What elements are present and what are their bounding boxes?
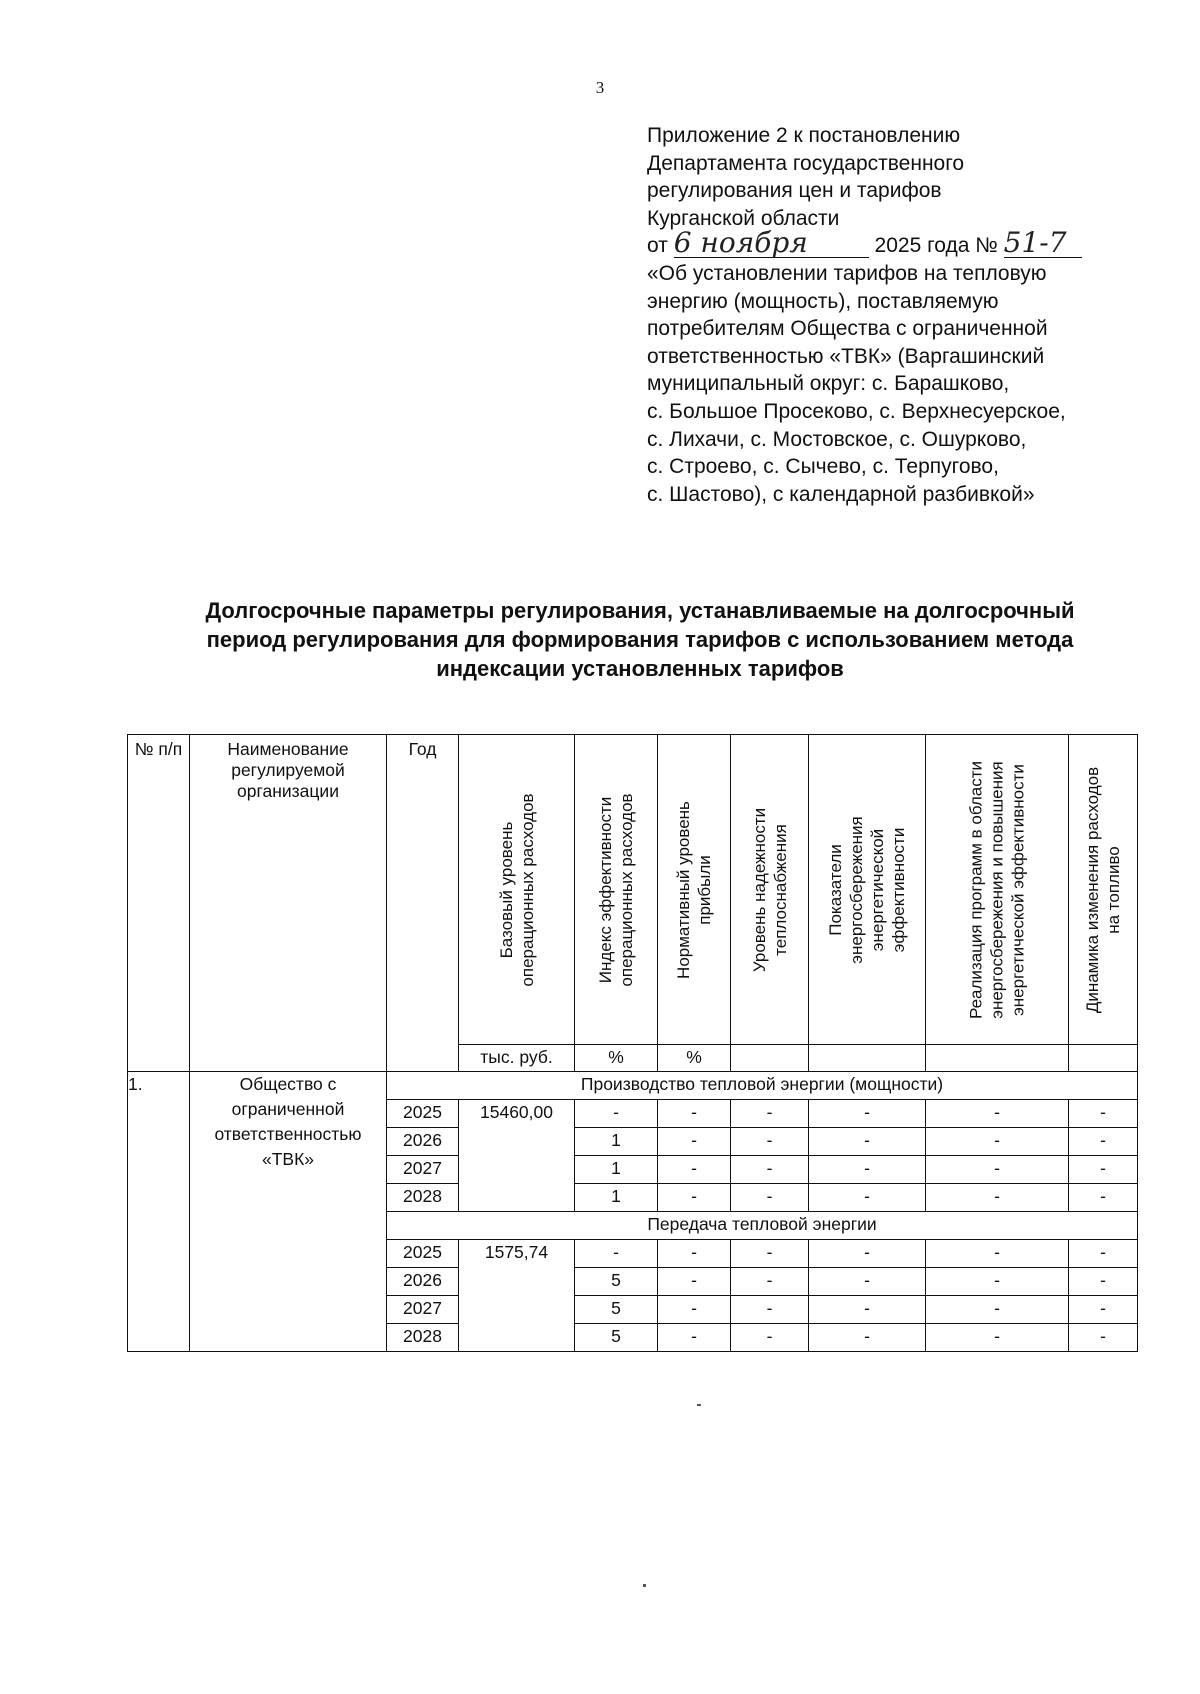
index-cell: 1 — [575, 1128, 658, 1156]
appendix-line: Приложение 2 к постановлению — [647, 124, 961, 147]
reliability-cell: - — [731, 1184, 809, 1212]
fuel-cell: - — [1069, 1100, 1138, 1128]
programs-cell: - — [926, 1240, 1069, 1268]
reliability-cell: - — [731, 1296, 809, 1324]
index-cell: 5 — [575, 1268, 658, 1296]
index-cell: 1 — [575, 1156, 658, 1184]
profit-cell: - — [658, 1268, 731, 1296]
date-year-text: 2025 года № — [874, 234, 998, 258]
programs-cell: - — [926, 1324, 1069, 1352]
reliability-cell: - — [731, 1128, 809, 1156]
year-cell: 2028 — [387, 1324, 459, 1352]
base-level-cell: 1575,74 — [459, 1240, 575, 1352]
title-line: Долгосрочные параметры регулирования, устанавливаемые на долгосрочный — [205, 598, 1075, 623]
profit-cell: - — [658, 1296, 731, 1324]
section-title: Передача тепловой энергии — [387, 1212, 1138, 1240]
unit-empty — [731, 1045, 809, 1072]
header-fuel: Динамика изменения расходов на топливо — [1069, 735, 1138, 1045]
year-cell: 2028 — [387, 1184, 459, 1212]
section-title: Производство тепловой энергии (мощности) — [387, 1072, 1138, 1100]
index-cell: 5 — [575, 1296, 658, 1324]
unit-empty — [1069, 1045, 1138, 1072]
unit-index: % — [575, 1045, 658, 1072]
header-profit: Нормативный уровень прибыли — [658, 735, 731, 1045]
appendix-subject-line: «Об установлении тарифов на тепловую — [647, 261, 1047, 285]
index-cell: - — [575, 1100, 658, 1128]
reliability-cell: - — [731, 1100, 809, 1128]
unit-empty — [926, 1045, 1069, 1072]
reliability-cell: - — [731, 1268, 809, 1296]
appendix-subject-line: муниципальный округ: с. Барашково, — [647, 372, 1010, 396]
reliability-cell: - — [731, 1240, 809, 1268]
appendix-line: Департамента государственного — [647, 151, 965, 175]
appendix-subject-line: с. Шастово), с календарной разбивкой» — [647, 482, 1035, 506]
table-header-row — [128, 735, 1138, 1045]
year-cell: 2027 — [387, 1296, 459, 1324]
fuel-cell: - — [1069, 1324, 1138, 1352]
number-blank — [1003, 226, 1082, 260]
date-blank — [673, 226, 869, 260]
energy-cell: - — [809, 1240, 926, 1268]
title-line: индексации установленных тарифов — [436, 656, 844, 681]
header-base: Базовый уровень операционных расходов — [459, 735, 575, 1045]
index-cell: 5 — [575, 1324, 658, 1352]
parameters-table — [127, 734, 1138, 1352]
appendix-subject-line: потребителям Общества с ограниченной — [647, 317, 1048, 341]
fuel-cell: - — [1069, 1184, 1138, 1212]
energy-cell: - — [809, 1100, 926, 1128]
header-index: Индекс эффективности операционных расходов — [575, 735, 658, 1045]
appendix-line: регулирования цен и тарифов — [647, 179, 942, 203]
year-cell: 2027 — [387, 1156, 459, 1184]
profit-cell: - — [658, 1100, 731, 1128]
row-number: 1. — [128, 1072, 190, 1352]
year-cell: 2025 — [387, 1100, 459, 1128]
programs-cell: - — [926, 1296, 1069, 1324]
date-prefix: от — [647, 234, 668, 258]
energy-cell: - — [809, 1156, 926, 1184]
handwritten-date: 6 ноября — [673, 226, 808, 260]
year-cell: 2026 — [387, 1128, 459, 1156]
index-cell: 1 — [575, 1184, 658, 1212]
appendix-block — [647, 122, 1167, 508]
unit-base: тыс. руб. — [459, 1045, 575, 1072]
unit-profit: % — [658, 1045, 731, 1072]
organization-name: Общество с ограниченной ответственностью «ТВК» — [190, 1072, 387, 1352]
programs-cell: - — [926, 1184, 1069, 1212]
programs-cell: - — [926, 1156, 1069, 1184]
document-title — [120, 596, 1160, 683]
energy-cell: - — [809, 1268, 926, 1296]
profit-cell: - — [658, 1324, 731, 1352]
appendix-subject-line: энергию (мощность), поставляемую — [647, 289, 999, 313]
page-number: 3 — [595, 78, 605, 97]
energy-cell: - — [809, 1128, 926, 1156]
reliability-cell: - — [731, 1156, 809, 1184]
profit-cell: - — [658, 1128, 731, 1156]
appendix-subject-line: ответственностью «ТВК» (Варгашинский — [647, 344, 1045, 368]
scan-speck — [643, 1584, 646, 1587]
header-programs: Реализация программ в области энергосбережения и повышения энергетической эффективности — [926, 735, 1069, 1045]
section-title-row — [128, 1072, 1138, 1100]
title-line: период регулирования для формирования тарифов с использованием метода — [206, 627, 1074, 652]
year-cell: 2026 — [387, 1268, 459, 1296]
appendix-subject-line: с. Лихачи, с. Мостовское, с. Ошурково, — [647, 427, 1027, 451]
energy-cell: - — [809, 1324, 926, 1352]
header-year: Год — [387, 735, 459, 1072]
reliability-cell: - — [731, 1324, 809, 1352]
scan-speck — [697, 1404, 701, 1406]
header-energy-indicators: Показатели энергосбережения энергетической эффективности — [809, 735, 926, 1045]
header-reliability: Уровень надежности теплоснабжения — [731, 735, 809, 1045]
fuel-cell: - — [1069, 1268, 1138, 1296]
header-num: № п/п — [128, 735, 190, 1072]
fuel-cell: - — [1069, 1240, 1138, 1268]
energy-cell: - — [809, 1184, 926, 1212]
unit-empty — [809, 1045, 926, 1072]
profit-cell: - — [658, 1184, 731, 1212]
profit-cell: - — [658, 1156, 731, 1184]
appendix-subject-line: с. Большое Просеково, с. Верхнесуерское, — [647, 399, 1066, 423]
energy-cell: - — [809, 1296, 926, 1324]
programs-cell: - — [926, 1268, 1069, 1296]
handwritten-number: 51-7 — [1003, 226, 1067, 260]
appendix-subject-line: с. Строево, с. Сычево, с. Терпугово, — [647, 455, 999, 479]
fuel-cell: - — [1069, 1156, 1138, 1184]
fuel-cell: - — [1069, 1296, 1138, 1324]
programs-cell: - — [926, 1128, 1069, 1156]
year-cell: 2025 — [387, 1240, 459, 1268]
appendix-date-line — [647, 226, 1167, 260]
header-org: Наименование регулируемой организации — [190, 735, 387, 1072]
index-cell: - — [575, 1240, 658, 1268]
programs-cell: - — [926, 1100, 1069, 1128]
base-level-cell: 15460,00 — [459, 1100, 575, 1212]
profit-cell: - — [658, 1240, 731, 1268]
fuel-cell: - — [1069, 1128, 1138, 1156]
appendix-line: Курганской области — [647, 206, 840, 230]
